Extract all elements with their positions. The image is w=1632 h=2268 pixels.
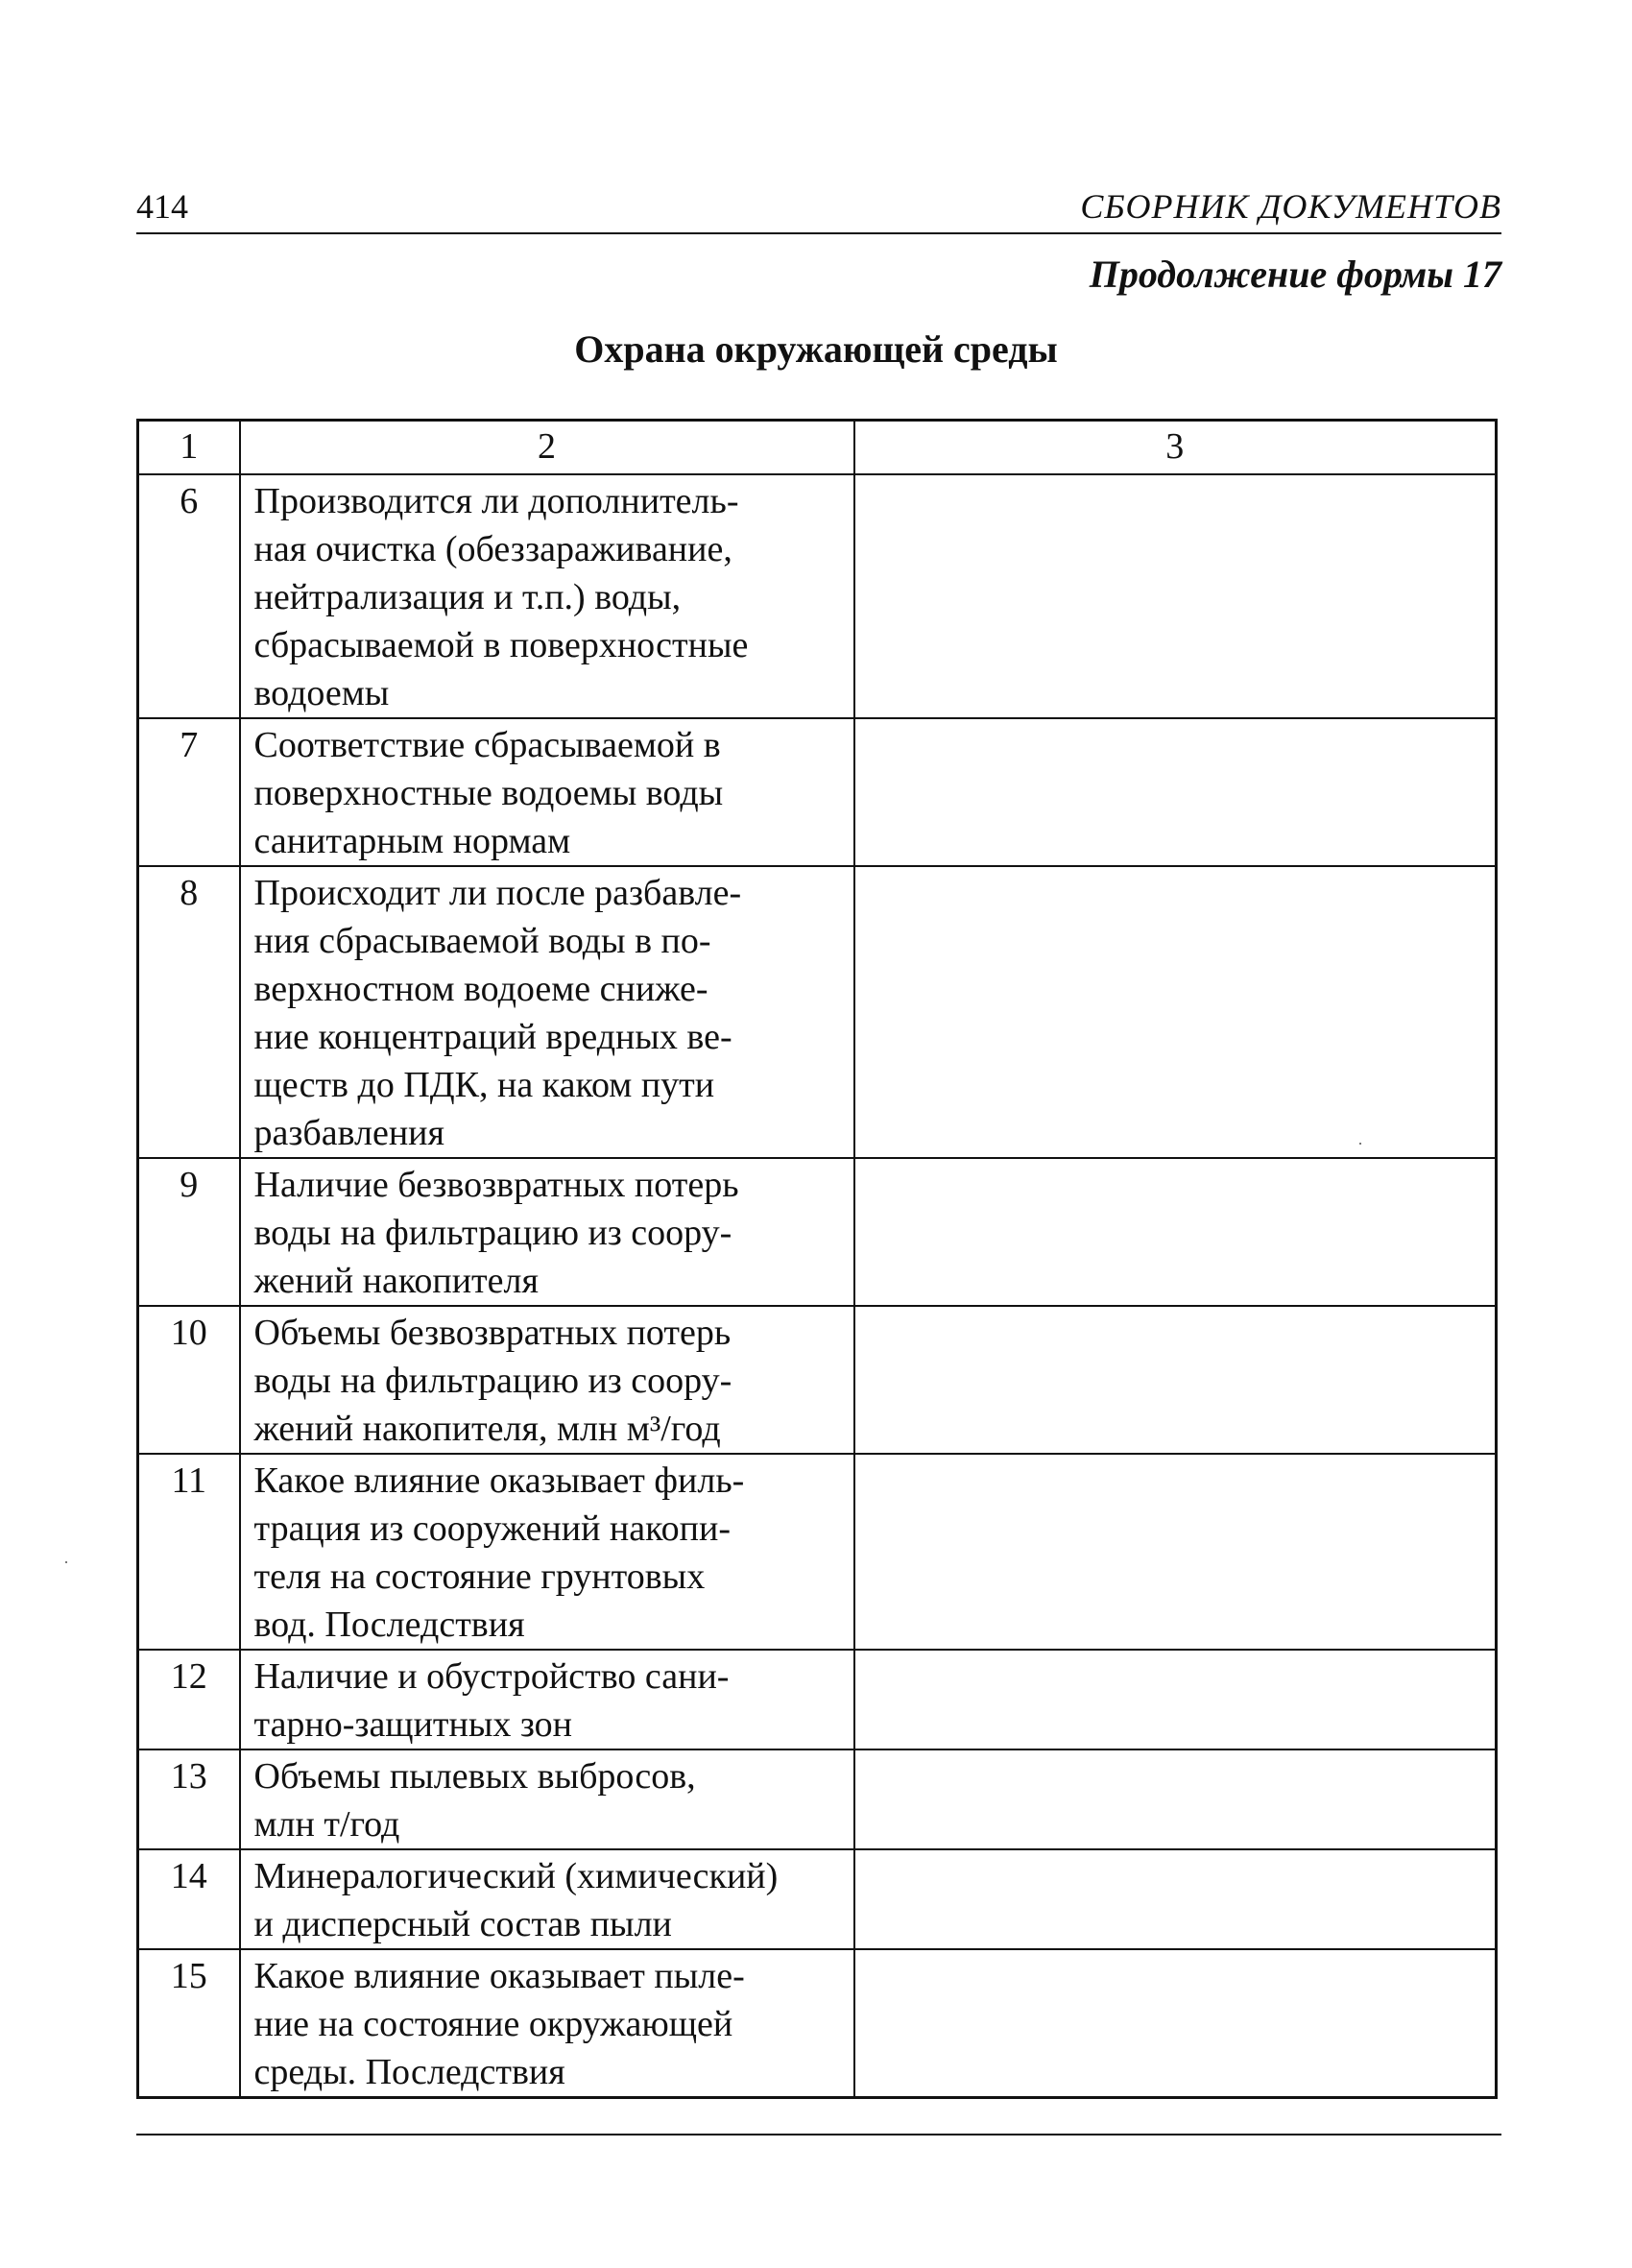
row-number: 6 <box>138 474 240 718</box>
question-text: Производится ли дополнитель- ная очистка (обеззараживание, нейтрализация и т.п.) воды, сбрасываемой в поверхностные водоемы <box>240 474 854 718</box>
answer-cell[interactable] <box>854 1650 1497 1749</box>
question-text: Какое влияние оказывает пыле- ние на состояние окружающей среды. Последствия <box>240 1949 854 2098</box>
row-number: 7 <box>138 718 240 866</box>
table-row <box>138 474 1497 718</box>
answer-cell[interactable] <box>854 1306 1497 1454</box>
form-continuation-label: Продолжение формы 17 <box>1089 253 1501 296</box>
row-number: 9 <box>138 1158 240 1306</box>
questionnaire-table <box>136 419 1498 2099</box>
row-number: 14 <box>138 1849 240 1949</box>
answer-cell[interactable] <box>854 1158 1497 1306</box>
table-row <box>138 1158 1497 1306</box>
answer-cell[interactable] <box>854 474 1497 718</box>
scan-speck <box>65 1561 67 1563</box>
table-row <box>138 718 1497 866</box>
collection-title: СБОРНИК ДОКУМЕНТОВ <box>1080 187 1501 226</box>
column-header-1: 1 <box>138 421 240 475</box>
footer-rule <box>136 2134 1501 2135</box>
page-number: 414 <box>136 187 188 226</box>
table-row <box>138 866 1497 1158</box>
question-text: Объемы пылевых выбросов, млн т/год <box>240 1749 854 1849</box>
row-number: 8 <box>138 866 240 1158</box>
question-text: Соответствие сбрасываемой в поверхностные водоемы воды санитарным нормам <box>240 718 854 866</box>
row-number: 10 <box>138 1306 240 1454</box>
column-header-3: 3 <box>854 421 1497 475</box>
running-header <box>136 179 1501 234</box>
table-header-row <box>138 421 1497 475</box>
row-number: 13 <box>138 1749 240 1849</box>
table-row <box>138 1749 1497 1849</box>
answer-cell[interactable] <box>854 718 1497 866</box>
row-number: 11 <box>138 1454 240 1650</box>
row-number: 12 <box>138 1650 240 1749</box>
scan-speck <box>1359 1143 1361 1145</box>
column-header-2: 2 <box>240 421 854 475</box>
question-text: Наличие безвозвратных потерь воды на фильтрацию из соору- жений накопителя <box>240 1158 854 1306</box>
table-row <box>138 1306 1497 1454</box>
table-row <box>138 1454 1497 1650</box>
question-text: Происходит ли после разбавле- ния сбрасываемой воды в по- верхностном водоеме сниже- ние концентраций вредных ве- ществ до ПДК, на каком пути разбавления <box>240 866 854 1158</box>
answer-cell[interactable] <box>854 866 1497 1158</box>
table-row <box>138 1650 1497 1749</box>
table-row <box>138 1949 1497 2098</box>
answer-cell[interactable] <box>854 1749 1497 1849</box>
answer-cell[interactable] <box>854 1849 1497 1949</box>
question-text: Какое влияние оказывает филь- трация из сооружений накопи- теля на состояние грунтовых вод. Последствия <box>240 1454 854 1650</box>
question-text: Минералогический (химический) и дисперсный состав пыли <box>240 1849 854 1949</box>
answer-cell[interactable] <box>854 1454 1497 1650</box>
question-text: Объемы безвозвратных потерь воды на фильтрацию из соору- жений накопителя, млн м³/год <box>240 1306 854 1454</box>
table-row <box>138 1849 1497 1949</box>
answer-cell[interactable] <box>854 1949 1497 2098</box>
question-text: Наличие и обустройство сани- тарно-защитных зон <box>240 1650 854 1749</box>
row-number: 15 <box>138 1949 240 2098</box>
section-title: Охрана окружающей среды <box>574 327 1058 371</box>
